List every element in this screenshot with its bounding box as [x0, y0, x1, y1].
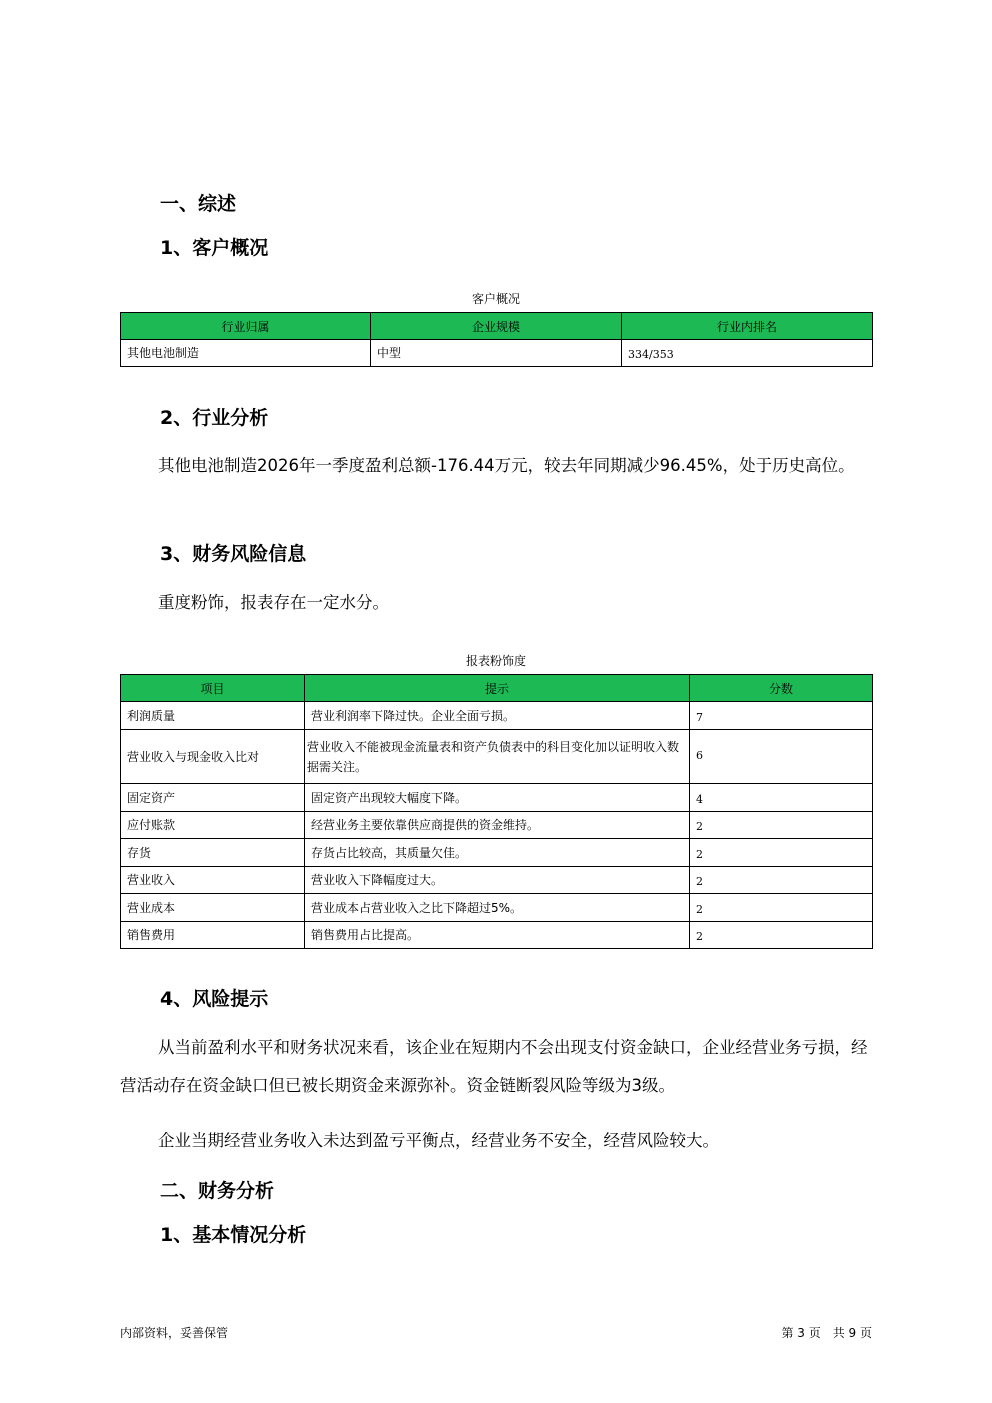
cell-item: 利润质量: [121, 702, 305, 730]
cell-item: 营业成本: [121, 894, 305, 922]
column-header-item: 项目: [121, 675, 305, 702]
cell-item: 销售费用: [121, 922, 305, 949]
statement-decoration-table: [120, 674, 873, 949]
customer-overview-table: [120, 312, 873, 367]
cell-tip: 经营业务主要依靠供应商提供的资金维持。: [305, 812, 690, 839]
subsection-title-customer-overview: 1、客户概况: [160, 237, 269, 259]
cell-score: 7: [690, 702, 873, 730]
table-row: [121, 922, 873, 949]
cell-item: 营业收入: [121, 867, 305, 894]
cell-tip: 营业收入下降幅度过大。: [305, 867, 690, 894]
cell-score: 2: [690, 839, 873, 867]
column-header-score: 分数: [690, 675, 873, 702]
table-caption-statement-decoration: 报表粉饰度: [465, 654, 526, 668]
cell-score: 2: [690, 894, 873, 922]
cell-score: 2: [690, 812, 873, 839]
cell-score: 2: [690, 867, 873, 894]
cell-tip: 营业利润率下降过快。企业全面亏损。: [305, 702, 690, 730]
industry-analysis-text: 其他电池制造2026年一季度盈利总额-176.44万元，较去年同期减少96.45%，处于历史高位。: [158, 456, 855, 475]
cell-tip: 存货占比较高，其质量欠佳。: [305, 839, 690, 867]
table-caption-customer-overview: 客户概况: [471, 292, 520, 306]
table-row: [121, 894, 873, 922]
subsection-title-financial-risk: 3、财务风险信息: [160, 543, 307, 565]
cell-item: 营业收入与现金收入比对: [121, 730, 305, 784]
column-header-scale: 企业规模: [371, 313, 622, 340]
cell-rank: 334/353: [622, 340, 873, 367]
cell-item: 应付账款: [121, 812, 305, 839]
footer-page-number: 第 3 页 共 9 页: [781, 1326, 872, 1340]
cell-tip: 销售费用占比提高。: [305, 922, 690, 949]
cell-scale: 中型: [371, 340, 622, 367]
table-row: [121, 730, 873, 784]
cell-item: 存货: [121, 839, 305, 867]
subsection-title-basic-analysis: 1、基本情况分析: [160, 1224, 307, 1246]
column-header-industry: 行业归属: [121, 313, 371, 340]
subsection-title-industry-analysis: 2、行业分析: [160, 407, 269, 429]
section-title-financial-analysis: 二、财务分析: [160, 1180, 275, 1202]
section-title-overview: 一、综述: [160, 193, 237, 215]
cell-score: 4: [690, 784, 873, 812]
column-header-tip: 提示: [305, 675, 690, 702]
table-row: [121, 784, 873, 812]
cell-industry: 其他电池制造: [121, 340, 371, 367]
table-row: [121, 340, 873, 367]
table-row: [121, 812, 873, 839]
table-row: [121, 839, 873, 867]
financial-risk-text: 重度粉饰，报表存在一定水分。: [158, 593, 389, 612]
table-row: [121, 867, 873, 894]
cell-item: 固定资产: [121, 784, 305, 812]
subsection-title-risk-warning: 4、风险提示: [160, 988, 269, 1010]
footer-confidential-note: 内部资料，妥善保管: [120, 1326, 229, 1340]
table-row: [121, 702, 873, 730]
risk-warning-text-1: 从当前盈利水平和财务状况来看，该企业在短期内不会出现支付资金缺口，企业经营业务亏损，经营活动存在资金缺口但已被长期资金来源弥补。资金链断裂风险等级为3级。: [120, 1038, 868, 1095]
column-header-rank: 行业内排名: [622, 313, 873, 340]
table-header-row: [121, 675, 873, 702]
risk-warning-text-2: 企业当期经营业务收入未达到盈亏平衡点，经营业务不安全，经营风险较大。: [158, 1131, 719, 1150]
table-header-row: [121, 313, 873, 340]
cell-tip: 固定资产出现较大幅度下降。: [305, 784, 690, 812]
cell-tip: 营业成本占营业收入之比下降超过5%。: [305, 894, 690, 922]
cell-score: 2: [690, 922, 873, 949]
cell-score: 6: [690, 730, 873, 784]
cell-tip: 营业收入不能被现金流量表和资产负债表中的科目变化加以证明收入数据需关注。: [305, 730, 690, 784]
